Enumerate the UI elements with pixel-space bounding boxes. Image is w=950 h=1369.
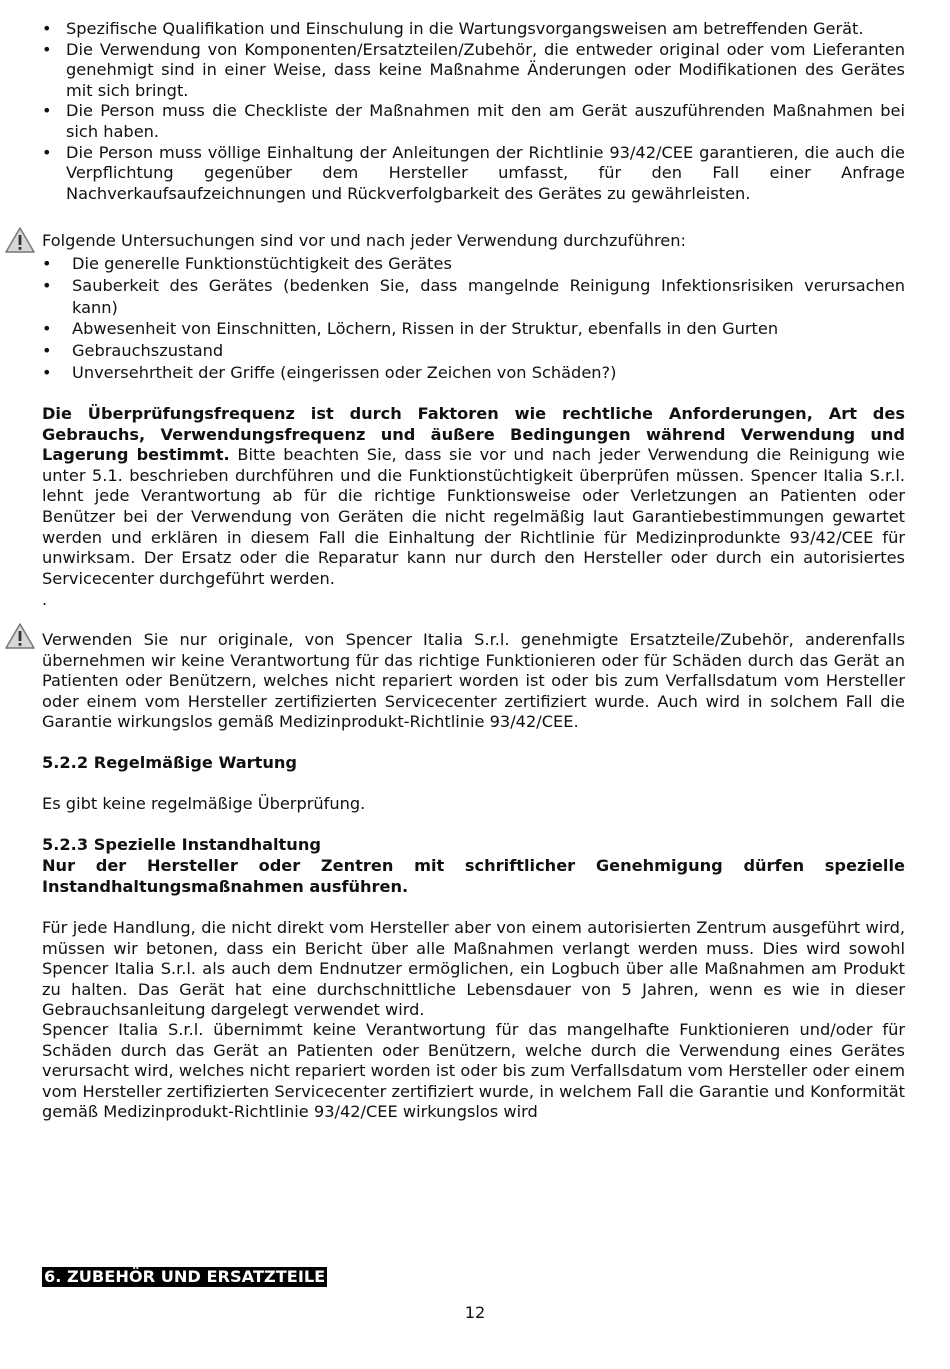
section-523-bold-text: Nur der Hersteller oder Zentren mit schriftlicher Genehmigung dürfen spezielle Instandhaltungsmaßnahmen ausführen.: [42, 856, 905, 896]
inspection-list: [42, 253, 905, 384]
section-heading-6: 6. ZUBEHÖR UND ERSATZTEILE: [44, 1267, 326, 1286]
section-heading-523: 5.2.3 Spezielle Instandhaltung: [42, 835, 321, 854]
bullet: •: [42, 275, 52, 295]
bullet: •: [42, 39, 52, 59]
stray-dot: .: [42, 590, 48, 609]
section-523-paragraph-1: Für jede Handlung, die nicht direkt vom Hersteller aber von einem autorisierten Zentrum ausgeführt wird, müssen wir betonen, dass ein Bericht über alle Maßnahmen verlangt werden muss. Dies wird sowohl Spencer Italia S.r.l. als auch dem Endnutzer ermöglichen, ein Logbuch über alle Maßnahmen am Produkt zu halten. Das Gerät hat eine durchschnittliche Lebensdauer von 5 Jahren, wenn es wie in dieser Gebrauchsanleitung dargelegt verwendet wird.: [42, 918, 905, 1020]
frequency-paragraph: [42, 404, 905, 589]
list-item: • Die Verwendung von Komponenten/Ersatzteilen/Zubehör, die entweder original oder vom Lieferanten genehmigt sind in einer Weise, dass keine Maßnahme Änderungen oder Modifikationen des Gerätes mit sich bringt.: [42, 39, 905, 100]
frequency-text: Bitte beachten Sie, dass sie vor und nach jeder Verwendung die Reinigung wie unter 5.1. beschrieben durchführen und die Funktionstüchtigkeit überprüfen müssen. Spencer Italia S.r.l. lehnt jede Verantwortung ab für die richtige Funktionsweise oder Verletzungen an Patienten oder Benützer bei der Verwendung von Geräten die nicht regelmäßig laut Garantiebestimmungen gewartet werden und erklären in diesem Fall die Einhaltung der Richtlinie für Medizinprodunkte 93/42/CEE für unwirksam. Der Ersatz oder die Reparatur kann nur durch den Hersteller oder durch ein autorisiertes Servicecenter durchgeführt werden.: [42, 445, 905, 588]
bullet: •: [42, 341, 52, 361]
section-522-text: Es gibt keine regelmäßige Überprüfung.: [42, 794, 366, 813]
bullet: •: [42, 254, 52, 273]
frequency-bold-text: Die Überprüfungsfrequenz ist durch Faktoren wie rechtliche Anforderungen, Art des Gebrauchs, Verwendungsfrequenz und äußere Bedingungen während Verwendung und Lagerung bestimmt.: [42, 404, 905, 465]
section-heading-522: 5.2.2 Regelmäßige Wartung: [42, 753, 298, 772]
list-item: • Die Person muss die Checkliste der Maßnahmen mit den am Gerät auszuführenden Maßnahmen bei sich haben.: [42, 101, 905, 141]
qualification-list: [42, 19, 905, 204]
bullet: •: [42, 19, 52, 38]
bullet: •: [42, 142, 52, 162]
original-parts-paragraph: Verwenden Sie nur originale, von Spencer Italia S.r.l. genehmigte Ersatzteile/Zubehör, anderenfalls übernehmen wir keine Verantwortung für das richtige Funktionieren oder für Schäden durch das Gerät an Patienten oder Benützern, welches nicht repariert worden ist oder bis zum Verfallsdatum vom Hersteller oder einem vom Hersteller zertifizierten Servicecenter zertifiziert wurde. Auch wird in solchem Fall die Garantie wirkungslos gemäß Medizinprodukt-Richtlinie 93/42/CEE.: [42, 630, 905, 732]
list-item: • Die Person muss völlige Einhaltung der Anleitungen der Richtlinie 93/42/CEE garantieren, die auch die Verpflichtung gegenüber dem Hersteller umfasst, für den Fall einer Anfrage Nachverkaufsaufzeichnungen und Rückverfolgbarkeit des Gerätes zu gewährleisten.: [42, 142, 905, 203]
list-item: • Abwesenheit von Einschnitten, Löchern, Rissen in der Struktur, ebenfalls in den Gurten: [42, 319, 779, 339]
list-item: • Sauberkeit des Gerätes (bedenken Sie, dass mangelnde Reinigung Infektionsrisiken verursachen kann): [42, 275, 905, 317]
page-number: 12: [464, 1303, 486, 1322]
bullet: •: [42, 319, 52, 339]
list-item: • Gebrauchszustand: [42, 341, 224, 361]
bullet: •: [42, 362, 52, 382]
list-item: • Spezifische Qualifikation und Einschulung in die Wartungsvorgangsweisen am betreffenden Gerät.: [42, 19, 864, 38]
warning-triangle-icon: [4, 622, 36, 650]
warning-triangle-icon: [4, 226, 36, 254]
list-item: • Unversehrtheit der Griffe (eingerissen oder Zeichen von Schäden?): [42, 362, 617, 382]
bullet: •: [42, 101, 52, 121]
list-item: • Die generelle Funktionstüchtigkeit des Gerätes: [42, 254, 452, 273]
inspection-intro: Folgende Untersuchungen sind vor und nach jeder Verwendung durchzuführen:: [42, 231, 686, 250]
section-523-paragraph-2: Spencer Italia S.r.l. übernimmt keine Verantwortung für das mangelhafte Funktionieren und/oder für Schäden durch das Gerät an Patienten oder Benützern, welche durch die Verwendung eines Gerätes verursacht wird, welches nicht repariert worden ist oder bis zum Verfallsdatum vom Hersteller oder einem vom Hersteller zertifizierten Servicecenter zertifiziert wurde, in welchem Fall die Garantie und Konformität gemäß Medizinprodukt-Richtlinie 93/42/CEE wirkungslos wird: [42, 1020, 905, 1122]
